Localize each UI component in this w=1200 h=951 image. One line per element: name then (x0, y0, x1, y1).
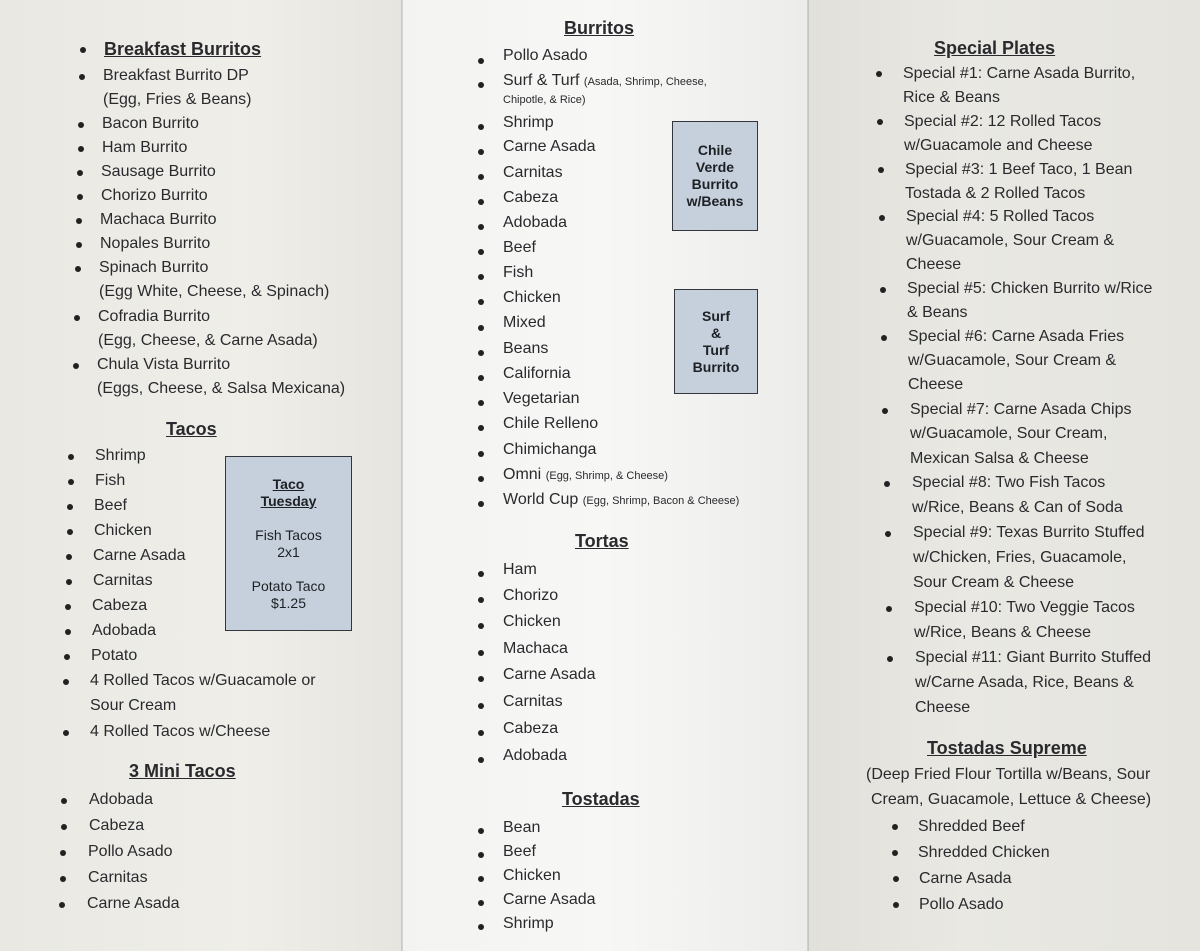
bullet (478, 623, 484, 629)
promo-line: Fish Tacos (255, 526, 322, 543)
menu-item: Carnitas (503, 693, 563, 710)
menu-item: Beans (503, 340, 549, 357)
surf-turf-box (674, 289, 758, 394)
tostadas-supreme-heading: Tostadas Supreme (927, 738, 1087, 758)
menu-item: Chorizo Burrito (101, 187, 208, 204)
special-line: Special #6: Carne Asada Fries (908, 328, 1125, 345)
fold-line (401, 0, 403, 951)
promo-line: & (710, 324, 722, 341)
bullet (478, 249, 484, 255)
bullet (76, 218, 82, 224)
special-line: Cheese (908, 376, 964, 393)
bullet (68, 479, 74, 485)
menu-item: Fish (503, 264, 534, 281)
promo-line: w/Beans (686, 193, 744, 209)
menu-item: Machaca (503, 640, 568, 657)
bullet (478, 730, 484, 736)
bullet (478, 451, 484, 457)
menu-item: Pollo Asado (919, 896, 1004, 913)
bullet (65, 604, 71, 610)
menu-item-label: Surf & Turf (503, 72, 580, 89)
menu-item: Pollo Asado (503, 47, 588, 64)
menu-item: Cabeza (89, 817, 145, 834)
menu-item: 4 Rolled Tacos w/Guacamole or (90, 672, 316, 689)
bullet (892, 850, 898, 856)
bullet (60, 876, 66, 882)
special-line: Special #4: 5 Rolled Tacos (906, 208, 1095, 225)
bullet (882, 408, 888, 414)
menu-item: Sausage Burrito (101, 163, 216, 180)
bullet (73, 363, 79, 369)
special-line: Special #9: Texas Burrito Stuffed (913, 524, 1145, 541)
special-line: w/Rice, Beans & Can of Soda (912, 499, 1123, 516)
menu-item: Vegetarian (503, 390, 580, 407)
menu-item-desc: Sour Cream (90, 697, 177, 714)
burritos-heading: Burritos (564, 18, 635, 38)
promo-line: Turf (702, 341, 730, 358)
menu-item: Shredded Chicken (918, 844, 1050, 861)
menu-item: Beef (94, 497, 127, 514)
bullet (885, 531, 891, 537)
special-line: w/Rice, Beans & Cheese (914, 624, 1091, 641)
special-line: w/Guacamole, Sour Cream, (910, 425, 1108, 442)
menu-item-label: World Cup (503, 491, 579, 508)
taco-tuesday-box (225, 456, 352, 631)
tacos-heading: Tacos (166, 419, 217, 439)
promo-line: Burrito (692, 358, 740, 375)
special-plates-heading: Special Plates (934, 38, 1056, 58)
bullet (478, 375, 484, 381)
promo-title: Taco (272, 475, 305, 492)
menu-item: Chicken (503, 867, 561, 884)
menu-item: Shrimp (95, 447, 146, 464)
bullet (478, 82, 484, 88)
menu-item: Shredded Beef (918, 818, 1025, 835)
bullet (67, 504, 73, 510)
menu-item: Carne Asada (919, 870, 1012, 887)
bullet (66, 554, 72, 560)
bullet (478, 325, 484, 331)
special-line: Cheese (906, 256, 962, 273)
bullet (61, 824, 67, 830)
menu-item: Fish (95, 472, 126, 489)
menu-item: Spinach Burrito (99, 259, 209, 276)
breakfast-burritos-heading: Breakfast Burritos (104, 39, 262, 59)
bullet (79, 74, 85, 80)
bullet (65, 629, 71, 635)
menu-item: Chile Relleno (503, 415, 599, 432)
bullet (78, 122, 84, 128)
special-line: w/Guacamole, Sour Cream & (906, 232, 1115, 249)
chile-verde-box (672, 121, 758, 231)
menu-item: Carnitas (93, 572, 153, 589)
menu-item: Ham Burrito (102, 139, 188, 156)
bullet (478, 274, 484, 280)
menu-item-desc: (Egg, Cheese, & Carne Asada) (98, 332, 318, 349)
bullet (478, 676, 484, 682)
bullet (478, 852, 484, 858)
bullet (881, 335, 887, 341)
special-line: Special #10: Two Veggie Tacos (914, 599, 1135, 616)
special-line: Special #2: 12 Rolled Tacos (904, 113, 1102, 130)
bullet (880, 287, 886, 293)
special-line: Tostada & 2 Rolled Tacos (905, 185, 1086, 202)
bullet (478, 149, 484, 155)
special-line: Special #1: Carne Asada Burrito, (903, 65, 1136, 82)
bullet (59, 902, 65, 908)
bullet (63, 730, 69, 736)
middle-panel (402, 0, 808, 951)
menu-item: Shrimp (503, 114, 554, 131)
menu-item (503, 490, 739, 511)
mini-tacos-heading: 3 Mini Tacos (129, 761, 236, 781)
bullet (478, 924, 484, 930)
bullet (478, 124, 484, 130)
tostadas-heading: Tostadas (562, 789, 640, 809)
bullet (75, 266, 81, 272)
bullet (879, 215, 885, 221)
bullet (478, 757, 484, 763)
menu-item: Adobada (89, 791, 154, 808)
promo-line: Verde (695, 159, 735, 175)
menu-item: Cabeza (92, 597, 148, 614)
promo-line: Chile (697, 142, 733, 158)
bullet (478, 476, 484, 482)
bullet (877, 119, 883, 125)
bullet (886, 606, 892, 612)
bullet (478, 828, 484, 834)
menu-item: Carne Asada (503, 138, 596, 155)
bullet (60, 850, 66, 856)
bullet (478, 425, 484, 431)
menu-item-label: Omni (503, 466, 542, 483)
bullet (80, 47, 86, 53)
menu-item: Carne Asada (503, 891, 596, 908)
bullet (478, 199, 484, 205)
menu-item: California (503, 365, 571, 382)
bullet (884, 481, 890, 487)
bullet (77, 170, 83, 176)
bullet (478, 571, 484, 577)
tortas-heading: Tortas (575, 531, 629, 551)
bullet (892, 824, 898, 830)
special-line: Special #8: Two Fish Tacos (912, 474, 1106, 491)
menu-item: Cofradia Burrito (98, 308, 211, 325)
left-panel (0, 0, 402, 951)
menu-item: Chimichanga (503, 441, 597, 458)
special-line: w/Carne Asada, Rice, Beans & (915, 674, 1134, 691)
menu-item-desc: (Egg White, Cheese, & Spinach) (99, 283, 330, 300)
menu-item (503, 465, 668, 486)
bullet (887, 656, 893, 662)
bullet (76, 242, 82, 248)
special-line: Rice & Beans (903, 89, 1000, 106)
menu-item: Ham (503, 561, 537, 578)
bullet (77, 194, 83, 200)
menu-item-desc: (Eggs, Cheese, & Salsa Mexicana) (97, 380, 346, 397)
menu-item (503, 71, 707, 92)
bullet (78, 146, 84, 152)
bullet (478, 900, 484, 906)
tostadas-supreme-desc: Cream, Guacamole, Lettuce & Cheese) (871, 791, 1152, 808)
menu-item: Adobada (503, 747, 568, 764)
bullet (478, 174, 484, 180)
menu-item: 4 Rolled Tacos w/Cheese (90, 723, 271, 740)
menu-item: Adobada (503, 214, 568, 231)
menu-item: Chula Vista Burrito (97, 356, 231, 373)
menu-item-note: (Asada, Shrimp, Cheese, (583, 76, 707, 88)
menu-item: Bacon Burrito (102, 115, 199, 132)
bullet (893, 902, 899, 908)
special-line: Sour Cream & Cheese (913, 574, 1074, 591)
menu-item: Carnitas (88, 869, 148, 886)
bullet (478, 224, 484, 230)
bullet (878, 167, 884, 173)
menu-item: Chicken (94, 522, 152, 539)
menu-item: Nopales Burrito (100, 235, 211, 252)
menu-item: Potato (91, 647, 138, 664)
bullet (61, 798, 67, 804)
special-line: w/Guacamole, Sour Cream & (908, 352, 1117, 369)
special-line: Special #11: Giant Burrito Stuffed (915, 649, 1151, 666)
bullet (478, 400, 484, 406)
menu-item: Machaca Burrito (100, 211, 217, 228)
menu-item-desc: (Egg, Fries & Beans) (103, 91, 252, 108)
promo-line: Surf (702, 307, 730, 324)
menu-item: Chicken (503, 289, 561, 306)
promo-line: 2x1 (277, 543, 300, 560)
tostadas-supreme-desc: (Deep Fried Flour Tortilla w/Beans, Sour (866, 766, 1151, 783)
special-line: w/Guacamole and Cheese (904, 137, 1093, 154)
bullet (74, 315, 80, 321)
menu-item: Carne Asada (93, 547, 186, 564)
bullet (66, 579, 72, 585)
menu-item: Carne Asada (503, 666, 596, 683)
fold-line (807, 0, 809, 951)
menu-item: Chorizo (503, 587, 559, 604)
promo-title: Tuesday (260, 492, 317, 509)
bullet (478, 650, 484, 656)
special-line: Special #3: 1 Beef Taco, 1 Bean (905, 161, 1133, 178)
bullet (63, 679, 69, 685)
special-line: & Beans (907, 304, 968, 321)
bullet (478, 350, 484, 356)
bullet (478, 299, 484, 305)
special-line: Cheese (915, 699, 971, 716)
special-line: w/Chicken, Fries, Guacamole, (913, 549, 1127, 566)
menu-item-note: (Egg, Shrimp, & Cheese) (545, 470, 668, 482)
menu-item: Mixed (503, 314, 546, 331)
bullet (64, 654, 70, 660)
menu-item: Chicken (503, 613, 561, 630)
bullet (893, 876, 899, 882)
menu-item: Shrimp (503, 915, 554, 932)
menu-item: Breakfast Burrito DP (103, 67, 249, 84)
menu-item: Carnitas (503, 164, 563, 181)
bullet (67, 529, 73, 535)
menu-item: Cabeza (503, 720, 559, 737)
promo-line: Burrito (691, 176, 739, 192)
promo-line: Potato Taco (251, 577, 326, 594)
menu-item-note: Chipotle, & Rice) (503, 94, 586, 106)
special-line: Special #7: Carne Asada Chips (910, 401, 1132, 418)
right-panel (808, 0, 1200, 951)
bullet (478, 876, 484, 882)
menu-item: Beef (503, 239, 536, 256)
menu-item: Adobada (92, 622, 157, 639)
menu-item: Beef (503, 843, 536, 860)
bullet (478, 597, 484, 603)
menu-item: Bean (503, 819, 541, 836)
bullet (478, 501, 484, 507)
bullet (478, 58, 484, 64)
menu-item: Pollo Asado (88, 843, 173, 860)
special-line: Mexican Salsa & Cheese (910, 450, 1089, 467)
menu-item-note: (Egg, Shrimp, Bacon & Cheese) (582, 495, 740, 507)
bullet (68, 454, 74, 460)
promo-price: $1.25 (270, 594, 307, 611)
bullet (876, 71, 882, 77)
menu-item: Cabeza (503, 189, 559, 206)
bullet (478, 703, 484, 709)
special-line: Special #5: Chicken Burrito w/Rice (907, 280, 1153, 297)
menu-item: Carne Asada (87, 895, 180, 912)
